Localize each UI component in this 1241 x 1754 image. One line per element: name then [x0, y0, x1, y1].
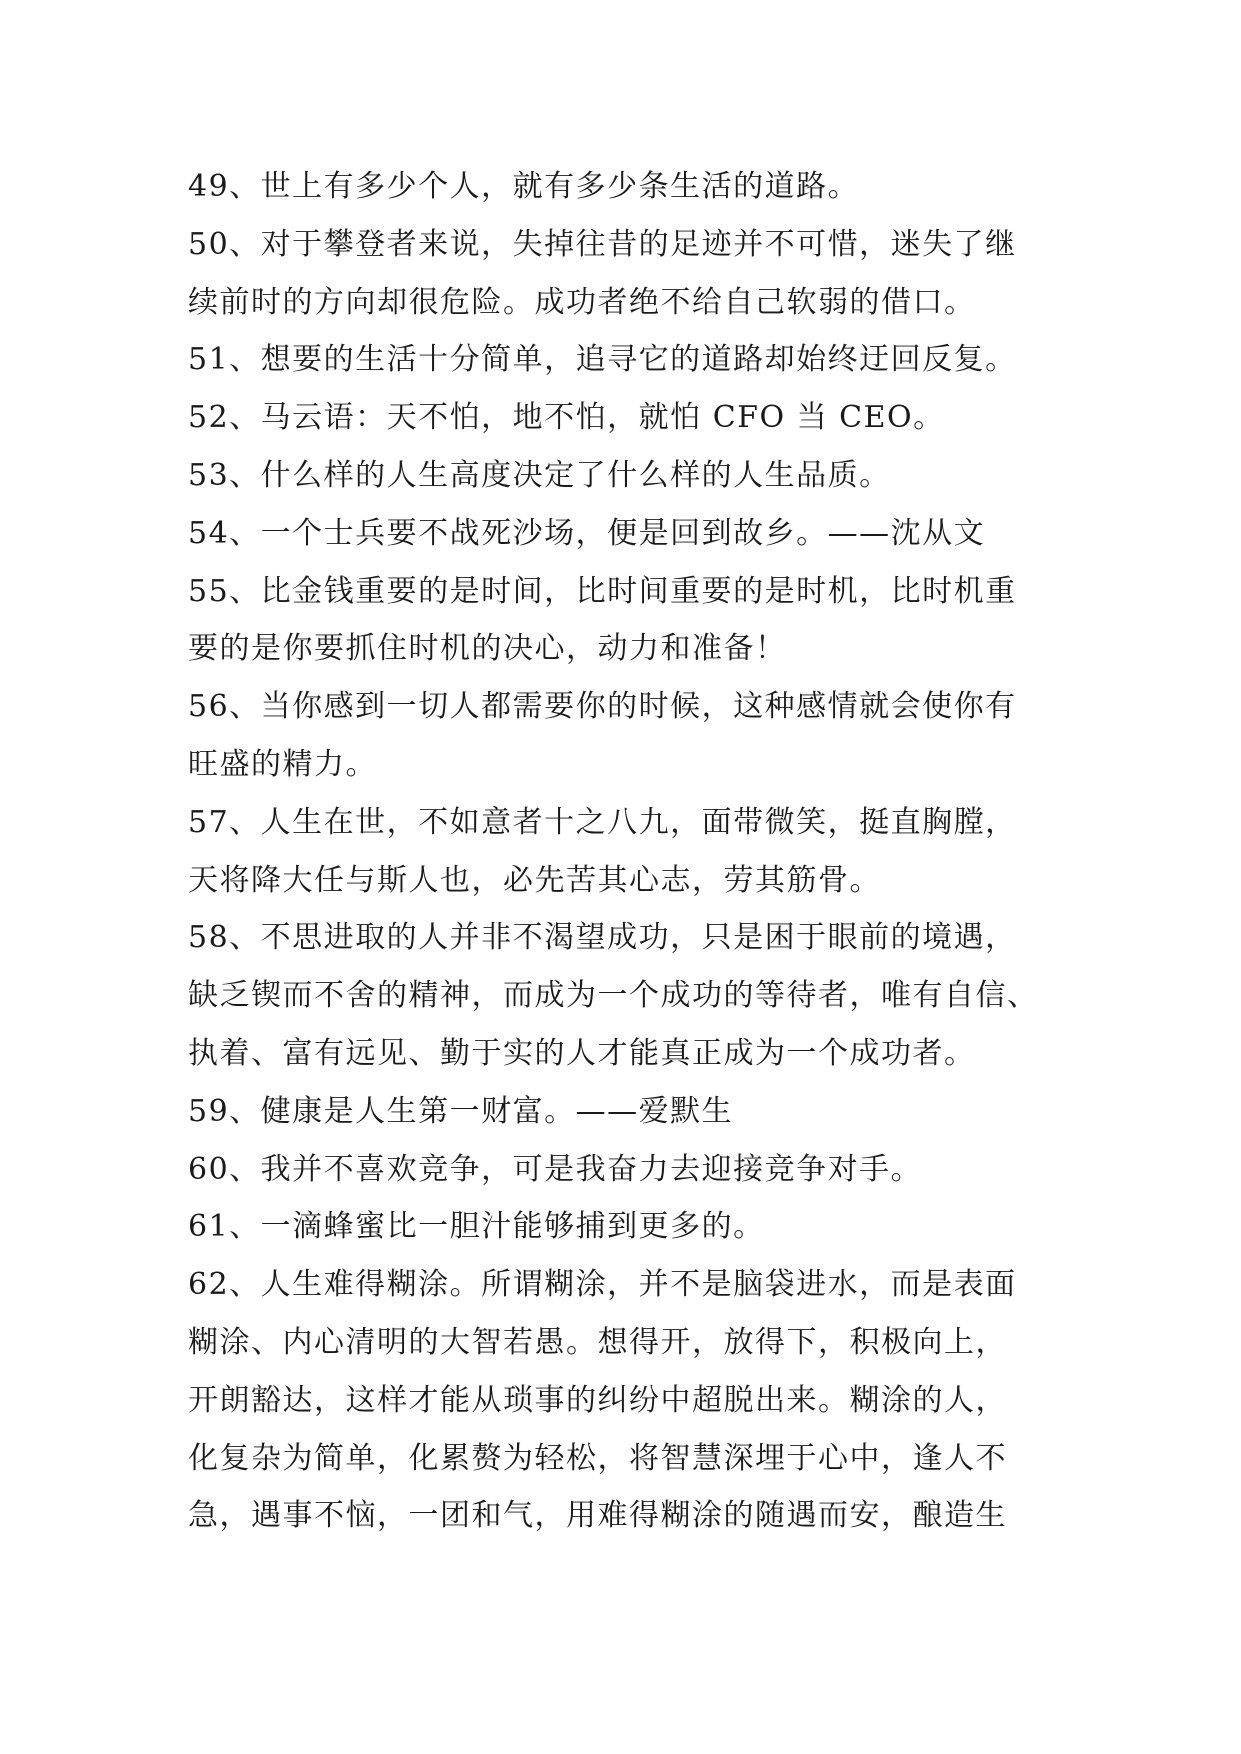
text-line: 56、当你感到一切人都需要你的时候，这种感情就会使你有	[188, 689, 1017, 725]
text-line: 61、一滴蜂蜜比一胆汁能够捕到更多的。	[188, 1209, 765, 1245]
text-line: 要的是你要抓住时机的决心，动力和准备！	[188, 631, 787, 667]
text-line: 续前时的方向却很危险。成功者绝不给自己软弱的借口。	[188, 284, 976, 320]
text-line: 51、想要的生活十分简单，追寻它的道路却始终迂回反复。	[188, 342, 1017, 378]
text-line: 旺盛的精力。	[188, 746, 377, 782]
text-line: 49、世上有多少个人，就有多少条生活的道路。	[188, 169, 860, 204]
text-line: 55、比金钱重要的是时间，比时间重要的是时机，比时机重	[188, 573, 1017, 609]
text-line: 糊涂、内心清明的大智若愚。想得开，放得下，积极向上，	[188, 1324, 1007, 1360]
text-line: 54、一个士兵要不战死沙场，便是回到故乡。——沈从文	[188, 515, 986, 551]
text-line: 开朗豁达，这样才能从琐事的纠纷中超脱出来。糊涂的人，	[188, 1382, 1007, 1418]
text-line: 57、人生在世，不如意者十之八九，面带微笑，挺直胸膛，	[188, 804, 1017, 840]
text-line: 60、我并不喜欢竞争，可是我奋力去迎接竞争对手。	[188, 1151, 923, 1187]
quote-text-block	[188, 158, 1068, 1545]
text-line: 急，遇事不恼，一团和气，用难得糊涂的随遇而安，酿造生	[188, 1498, 1007, 1534]
text-line: 化复杂为简单，化累赘为轻松，将智慧深埋于心中，逢人不	[188, 1440, 1007, 1476]
text-line: 59、健康是人生第一财富。——爱默生	[188, 1093, 734, 1129]
text-line: 缺乏锲而不舍的精神，而成为一个成功的等待者，唯有自信、	[188, 978, 1039, 1014]
text-line: 53、什么样的人生高度决定了什么样的人生品质。	[188, 457, 891, 493]
text-line: 52、马云语：天不怕，地不怕，就怕 CFO 当 CEO。	[188, 400, 945, 436]
text-line: 50、对于攀登者来说，失掉往昔的足迹并不可惜，迷失了继	[188, 226, 1017, 262]
text-line: 58、不思进取的人并非不渴望成功，只是困于眼前的境遇，	[188, 920, 1017, 956]
text-line: 62、人生难得糊涂。所谓糊涂，并不是脑袋进水，而是表面	[188, 1267, 1017, 1303]
text-line: 执着、富有远见、勤于实的人才能真正成为一个成功者。	[188, 1035, 976, 1071]
text-line: 天将降大任与斯人也，必先苦其心志，劳其筋骨。	[188, 862, 881, 898]
